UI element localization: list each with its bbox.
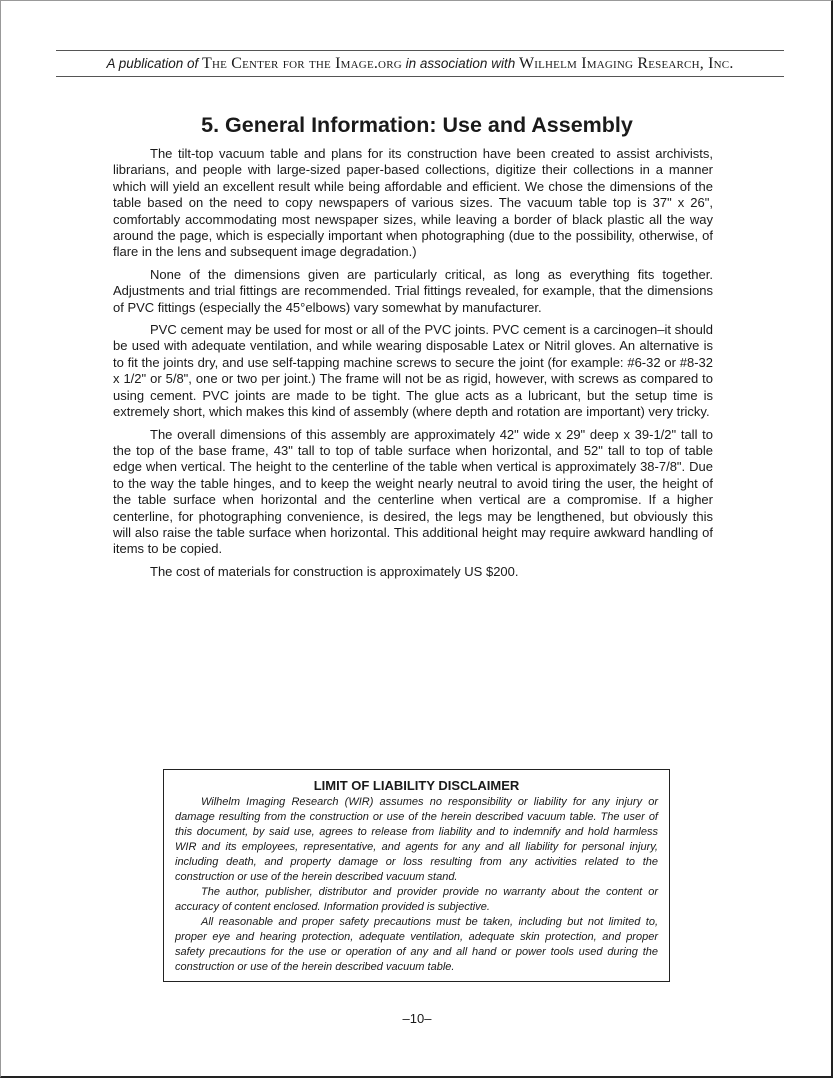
publication-header bbox=[56, 55, 784, 73]
body-paragraph: None of the dimensions given are particularly critical, as long as everything fits together. Adjustments and trial fittings are recommended. Trial fittings revealed, for example, that the dimensions of PVC fittings (especially the 45°elbows) vary somewhat by manufacturer. bbox=[113, 266, 713, 315]
disclaimer-paragraph: The author, publisher, distributor and provider provide no warranty about the content or accuracy of content enclosed. Information provided is subjective. bbox=[175, 886, 658, 913]
header-text-1: A publication of bbox=[106, 56, 203, 71]
header-rule-top bbox=[56, 50, 784, 51]
header-company-name: Wilhelm Imaging Research, Inc. bbox=[518, 55, 734, 72]
body-paragraph: PVC cement may be used for most or all of the PVC joints. PVC cement is a carcinogen–it should be used with adequate ventilation, and while wearing disposable Latex or Nitril gloves. An alternative is to fit the joints dry, and use self-tapping machine screws to secure the joint (for example: #6-32 or #8-32 x 1/2" or 5/8", one or two per joint.) The frame will not be as rigid, however, with screws as compared to using cement. PVC joints are made to be tight. The glue acts as a lubricant, but the setup time is extremely short, which makes this kind of assembly (where depth and rotation are important) very tricky. bbox=[113, 322, 713, 420]
page-number: –10– bbox=[402, 1011, 432, 1026]
header-org-name: The Center for the Image.org bbox=[202, 55, 402, 72]
disclaimer-title: LIMIT OF LIABILITY DISCLAIMER bbox=[313, 778, 520, 793]
body-paragraph: The overall dimensions of this assembly are approximately 42" wide x 29" deep x 39-1/2" tall to the top of the base frame, 43" tall to top of table surface when horizontal, and 52" tall to top of table edge when vertical. The height to the centerline of the table when vertical is approximately 38-7/8". Due to the way the table hinges, and to keep the weight nearly neutral to avoid tiring the user, the height of the table surface when horizontal and the centerline when vertical are a compromise. If a higher centerline, for photographing convenience, is desired, the legs may be lengthened, but obviously this will also raise the table surface when horizontal. This additional height may require awkward handling of items to be copied. bbox=[113, 426, 713, 557]
disclaimer-paragraph: All reasonable and proper safety precautions must be taken, including but not limited to, proper eye and hearing protection, adequate ventilation, adequate skin protection, and proper safety precautions for the use or operation of any and all hand or power tools used during the construction or use of the herein described vacuum table. bbox=[175, 916, 658, 973]
body-paragraph: The cost of materials for construction is approximately US $200. bbox=[150, 563, 519, 579]
header-rule-bottom bbox=[56, 76, 784, 77]
body-paragraph: The tilt-top vacuum table and plans for its construction have been created to assist archivists, librarians, and people with large-sized paper-based collections, digitize their collections in a manner which will yield an excellent result while being affordable and efficient. We chose the dimensions of the table based on the need to copy newspapers of various sizes. The vacuum table top is 37" x 26", comfortably accommodating most newspaper sizes, while leaving a border of black plastic all the way around the page, which is especially important when photographing (due to the possibility, otherwise, of flare in the lens and subsequent image degradation.) bbox=[113, 146, 713, 260]
liability-disclaimer-box bbox=[163, 769, 670, 982]
header-text-2: in association with bbox=[401, 56, 519, 71]
section-title: 5. General Information: Use and Assembly bbox=[201, 113, 633, 137]
body-text bbox=[113, 146, 713, 586]
disclaimer-paragraph: Wilhelm Imaging Research (WIR) assumes no responsibility or liability for any injury or damage resulting from the construction or use of the herein described vacuum table. The user of this document, by said use, agrees to release from liability and to indemnify and hold harmless WIR and its employees, representative, and agents for any and all liability for personal injury, including death, and property damage or loss resulting from any activities related to the construction or use of the herein described vacuum stand. bbox=[175, 796, 658, 883]
